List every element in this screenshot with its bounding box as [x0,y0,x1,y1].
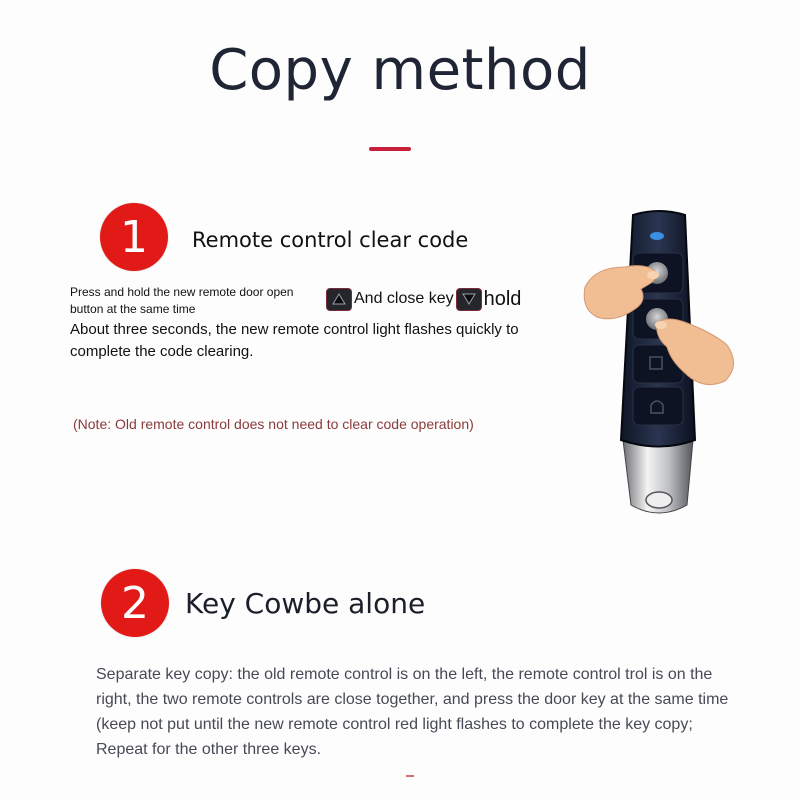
step-1-small-text: Press and hold the new remote door open button at the same time [70,285,294,316]
title-underline [369,147,411,151]
step-2-badge: 2 [101,569,169,637]
remote-control-illustration [575,205,750,525]
hold-label: hold [483,287,522,310]
step-1-body: About three seconds, the new remote control light flashes quickly to complete the code clearing. [70,321,519,360]
bottom-decoration [406,775,414,777]
open-key-label: And close key [354,290,454,307]
close-key-icon [456,288,482,311]
page-title: Copy method [209,38,591,103]
step-2-heading: Key Cowbe alone [185,587,426,620]
step-1-heading: Remote control clear code [192,228,469,252]
step-1-note: (Note: Old remote control does not need to clear code operation) [73,416,474,432]
open-key-icon [326,288,352,311]
step-2-body: Separate key copy: the old remote control is on the left, the remote control trol is on the right, the two remote controls are close together, and press the door key at the same time (keep not put until the new remote control red light flashes to complete the key copy; Repeat for the other three keys. [96,666,729,758]
step-1-key-line [326,286,521,312]
remote-control-icon [575,205,750,525]
step-1-badge: 1 [100,203,168,271]
